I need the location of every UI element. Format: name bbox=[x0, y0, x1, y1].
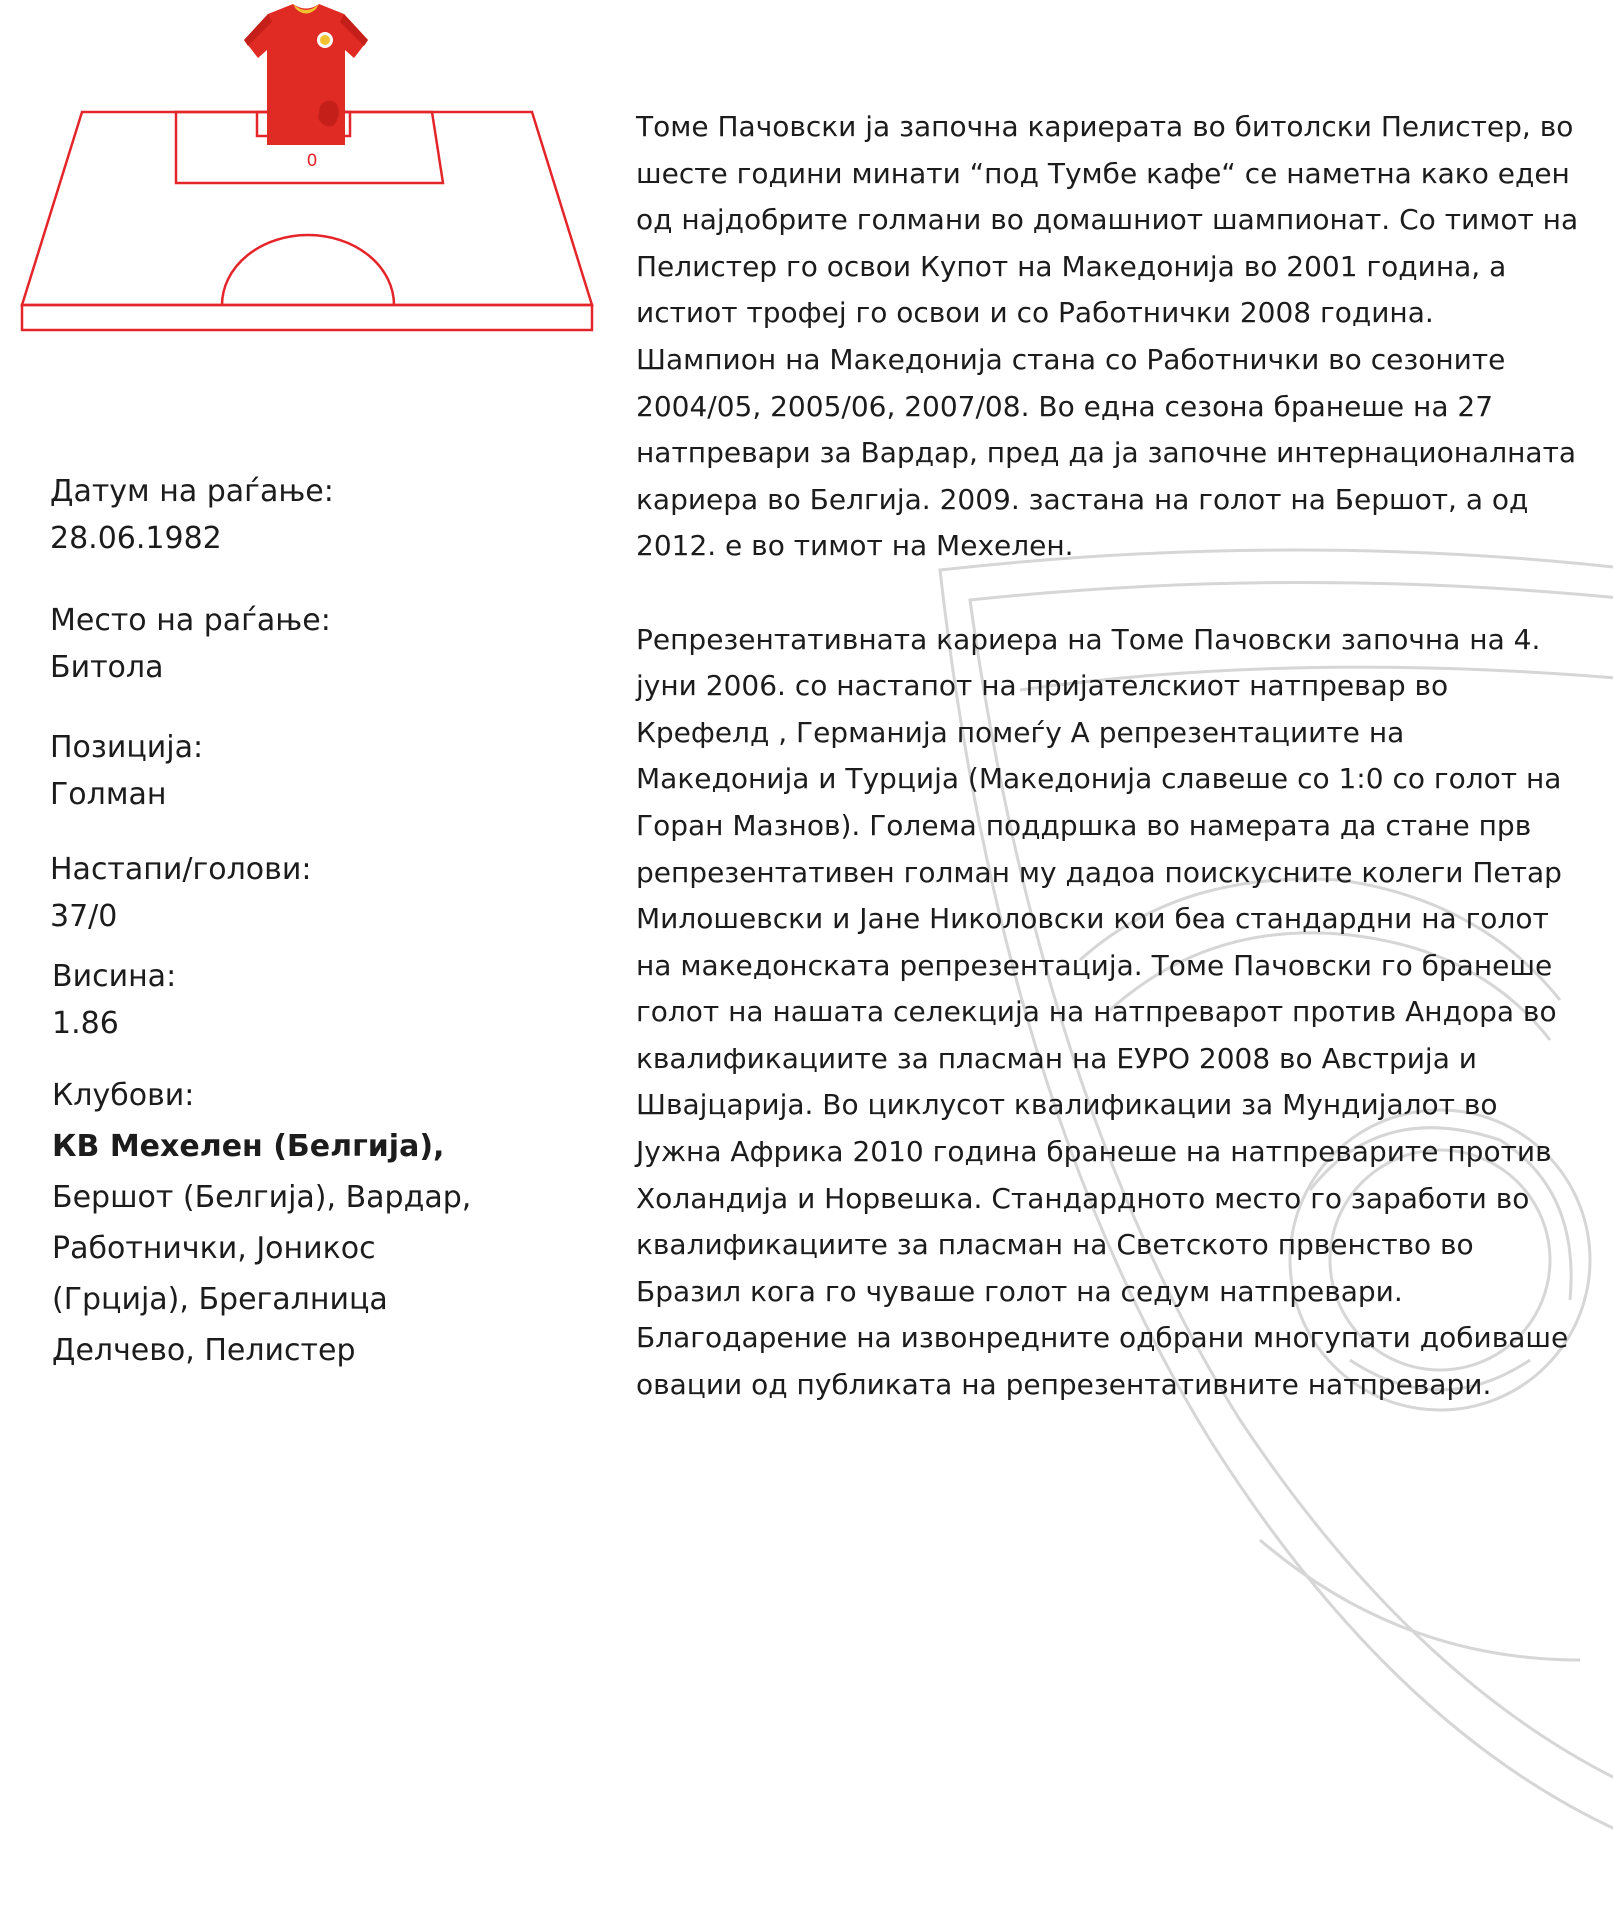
player-number: 0 bbox=[306, 151, 318, 171]
birth-place-block bbox=[50, 597, 500, 691]
birth-place-label: Место на раѓање: bbox=[50, 603, 331, 638]
previous-clubs: Бершот (Белгија), Вардар, Работнички, Јоникос (Грција), Брегалница Делчево, Пелистер bbox=[52, 1180, 472, 1368]
birth-date-block bbox=[50, 468, 500, 562]
caps-goals-block bbox=[50, 846, 500, 940]
position-block bbox=[50, 724, 500, 818]
clubs-block bbox=[52, 1070, 502, 1376]
birth-date-label: Датум на раѓање: bbox=[50, 474, 334, 509]
bio-paragraph-national-team: Репрезентативната кариера на Томе Пачовски започна на 4. јуни 2006. со настапот на пријателскиот натпревар во Крефелд , Германија помеѓу А репрезентациите на Македонија и Турција (Македонија славеше со 1:0 со голот на Горан Мазнов). Голема поддршка во намерата да стане прв репрезентативен голман му дадоа поискусните колеги Петар Милошевски и Јане Николовски кои беа стандардни на голот на македонската репрезентација. Томе Пачовски го бранеше голот на нашата селекција на натпреварот против Андора во квалификациите за пласман на ЕУРО 2008 во Австрија и Швајцарија. Во циклусот квалификации за Мундијалот во Јужна Африка 2010 година бранеше на натпреварите против Холандија и Норвешка. Стандардното место го заработи во квалификациите за пласман на Светското првенство во Бразил кога го чуваше голот на седум натпревари. Благодарение на извонредните одбрани многупати добиваше овации од публиката на репрезентативните натпревари. bbox=[636, 622, 1569, 1402]
bio-paragraph-club-career: Томе Пачовски ја започна кариерата во битолски Пелистер, во шесте години минати “под Тумбе кафе“ се наметна како еден од најдобрите голмани во домашниот шампионат. Со тимот на Пелистер го освои Купот на Македонија во 2001 година, а истиот трофеј го освои и со Работнички 2008 година. Шампион на Македонија стана со Работнички во сезоните 2004/05, 2005/06, 2007/08. Во една сезона бранеше на 27 натпревари за Вардар, пред да ја започне интернационалната кариера во Белгија. 2009. застана на голот на Бершот, а од 2012. е во тимот на Мехелен. bbox=[636, 110, 1579, 563]
football-pitch-half bbox=[0, 0, 610, 345]
height-value: 1.86 bbox=[52, 1006, 119, 1041]
position-value: Голман bbox=[50, 777, 167, 812]
current-club: КВ Мехелен (Белгија), bbox=[52, 1129, 445, 1164]
position-label: Позиција: bbox=[50, 730, 204, 765]
clubs-label: Клубови: bbox=[52, 1078, 195, 1113]
caps-goals-label: Настапи/голови: bbox=[50, 852, 312, 887]
height-block bbox=[52, 953, 502, 1047]
birth-date-value: 28.06.1982 bbox=[50, 521, 222, 556]
caps-goals-value: 37/0 bbox=[50, 899, 118, 934]
height-label: Висина: bbox=[52, 959, 177, 994]
birth-place-value: Битола bbox=[50, 650, 164, 685]
biography bbox=[636, 104, 1581, 1455]
